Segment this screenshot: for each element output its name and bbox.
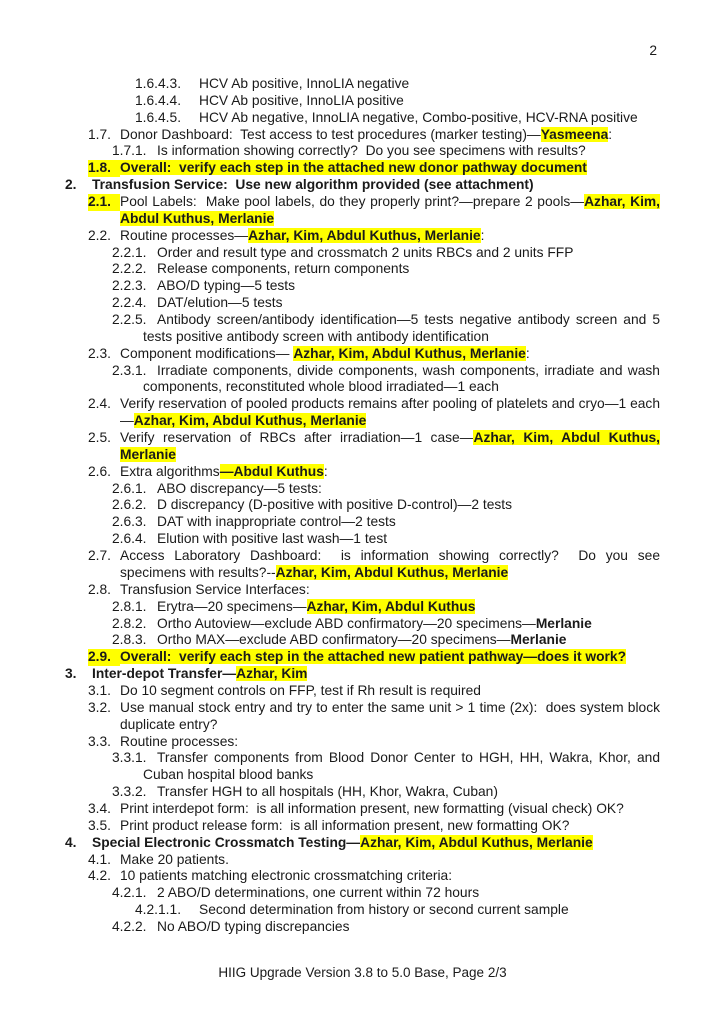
- text-segment: HCV Ab positive, InnoLIA positive: [199, 92, 404, 108]
- text-segment: Transfer components from Blood Donor Center to HGH, HH, Wakra, Khor, and Cuban hospital blood banks: [143, 750, 660, 783]
- text-segment: DAT with inappropriate control—2 tests: [157, 514, 396, 530]
- item-number: 2.8.: [88, 581, 112, 597]
- text-segment: Routine processes—: [120, 227, 249, 243]
- item-number: 4.1.: [88, 851, 112, 867]
- list-item: [65, 700, 660, 734]
- item-number: 2.6.3.: [112, 514, 147, 530]
- text-segment: Inter-depot Transfer—: [92, 666, 237, 682]
- highlighted-text-segment: Overall: verify each step in the attached new donor pathway document: [120, 160, 587, 176]
- item-number: 4.2.: [88, 868, 112, 884]
- list-item: [65, 666, 660, 683]
- item-number: 2.9.: [88, 649, 120, 666]
- list-item: [65, 278, 660, 295]
- text-segment: Print interdepot form: is all information present, new formatting (visual check) OK?: [120, 800, 624, 816]
- item-number: 2.6.4.: [112, 531, 147, 547]
- item-number: 1.8.: [88, 160, 120, 177]
- item-number: 3.4.: [88, 800, 112, 816]
- text-segment: Make 20 patients.: [120, 851, 229, 867]
- text-segment: Merlanie: [510, 632, 567, 648]
- list-item: [65, 295, 660, 312]
- item-number: 3.1.: [88, 682, 112, 698]
- text-segment: Irradiate components, divide components, wash components, irradiate and wash components, reconstituted whole blood irradiated—1 each: [143, 362, 660, 395]
- list-item: [65, 497, 660, 514]
- list-item: [65, 396, 660, 430]
- text-segment: Do 10 segment controls on FFP, test if Rh result is required: [120, 682, 481, 698]
- list-item: [65, 363, 660, 397]
- list-item: [65, 261, 660, 278]
- text-segment: Print product release form: is all information present, new formatting OK?: [120, 817, 570, 833]
- item-number: 2.6.: [88, 463, 112, 479]
- text-segment: :: [480, 227, 485, 243]
- highlighted-text-segment: Azhar, Kim, Abdul Kuthus, Merlanie: [120, 194, 661, 226]
- list-item: [65, 801, 660, 818]
- item-number: 2.7.: [88, 548, 112, 564]
- highlighted-text-segment: —Abdul Kuthus: [219, 463, 324, 479]
- text-segment: Use manual stock entry and try to enter the same unit > 1 time (2x): does system block duplicate entry?: [120, 699, 660, 732]
- item-number: 1.6.4.4.: [135, 92, 182, 108]
- highlighted-text-segment: Azhar, Kim, Abdul Kuthus, Merlanie: [360, 834, 593, 850]
- highlighted-text-segment: Azhar, Kim, Abdul Kuthus, Merlanie: [133, 413, 367, 429]
- text-segment: Ortho Autoview—exclude ABD confirmatory—20 specimens—: [157, 615, 536, 631]
- item-number: 2.6.1.: [112, 480, 147, 496]
- list-item: [65, 734, 660, 751]
- item-number: 2.2.2.: [112, 261, 147, 277]
- item-number: 4.2.2.: [112, 918, 147, 934]
- text-segment: Is information showing correctly? Do you see specimens with results?: [157, 143, 586, 159]
- list-item: [65, 143, 660, 160]
- text-segment: D discrepancy (D-positive with positive D-control)—2 tests: [157, 497, 513, 513]
- list-item: [65, 127, 660, 144]
- list-item: [65, 93, 660, 110]
- page-footer: HIIG Upgrade Version 3.8 to 5.0 Base, Page 2/3: [218, 965, 507, 980]
- highlighted-text-segment: Yasmeena: [540, 126, 609, 142]
- list-item: [65, 835, 660, 852]
- item-number: 3.2.: [88, 699, 112, 715]
- list-item: [65, 228, 660, 245]
- item-number: 2.2.5.: [112, 312, 147, 328]
- list-item: [65, 616, 660, 633]
- text-segment: :: [525, 345, 530, 361]
- list-item: [65, 683, 660, 700]
- highlighted-text-segment: Azhar, Kim, Abdul Kuthus, Merlanie: [293, 345, 526, 361]
- list-item: [65, 919, 660, 936]
- item-number: 2.2.1.: [112, 244, 147, 260]
- text-segment: No ABO/D typing discrepancies: [157, 918, 350, 934]
- text-segment: :: [323, 463, 328, 479]
- list-item: [65, 885, 660, 902]
- list-item: [65, 599, 660, 616]
- list-item: [65, 582, 660, 599]
- item-number: 4.2.1.: [112, 885, 147, 901]
- highlighted-text-segment: Azhar, Kim, Abdul Kuthus: [306, 598, 476, 614]
- page-number: 2: [649, 43, 657, 58]
- list-item: [65, 818, 660, 835]
- item-number: 2.: [65, 177, 77, 193]
- item-number: 1.7.1.: [112, 143, 147, 159]
- list-item: [65, 548, 660, 582]
- item-number: 2.2.4.: [112, 295, 147, 311]
- item-number: 2.4.: [88, 396, 112, 412]
- list-item: [65, 76, 660, 93]
- item-number: 2.2.3.: [112, 278, 147, 294]
- item-number: 4.: [65, 834, 77, 850]
- highlighted-text-segment: Azhar, Kim, Abdul Kuthus, Merlanie: [120, 430, 660, 462]
- text-segment: Erytra—20 specimens—: [157, 598, 307, 614]
- text-segment: Merlanie: [535, 615, 592, 631]
- item-number: 4.2.1.1.: [135, 902, 182, 918]
- list-item: [65, 194, 660, 228]
- list-item: [65, 750, 660, 784]
- text-segment: Verify reservation of pooled products remains after pooling of platelets and cryo—1 each—: [120, 396, 660, 429]
- text-segment: Access Laboratory Dashboard: is information showing correctly? Do you see specimens with results?--: [120, 548, 660, 580]
- highlighted-text-segment: Azhar, Kim, Abdul Kuthus, Merlanie: [275, 564, 509, 580]
- text-segment: Pool Labels: Make pool labels, do they properly print?—prepare 2 pools—: [120, 194, 585, 210]
- list-item: [65, 312, 660, 346]
- text-segment: Routine processes:: [120, 733, 239, 749]
- text-segment: Release components, return components: [157, 261, 410, 277]
- list-item: [65, 531, 660, 548]
- text-segment: Antibody screen/antibody identification—5 tests negative antibody screen and 5 tests positive antibody screen with antibody identification: [143, 312, 660, 344]
- list-item: [65, 784, 660, 801]
- item-number: 2.8.2.: [112, 615, 147, 631]
- item-number: 2.8.3.: [112, 632, 147, 648]
- item-number: 1.6.4.5.: [135, 109, 182, 125]
- text-segment: Special Electronic Crossmatch Testing—: [92, 834, 361, 850]
- text-segment: Order and result type and crossmatch 2 units RBCs and 2 units FFP: [157, 244, 574, 260]
- text-segment: 10 patients matching electronic crossmatching criteria:: [120, 868, 453, 884]
- list-item: [65, 464, 660, 481]
- item-number: 3.3.1.: [112, 750, 147, 766]
- list-item: [65, 346, 660, 363]
- list-item: [65, 649, 660, 666]
- list-item: [65, 632, 660, 649]
- item-number: 2.1.: [88, 194, 120, 211]
- item-number: 2.2.: [88, 227, 112, 243]
- list-item: [65, 514, 660, 531]
- text-segment: Transfusion Service: Use new algorithm provided (see attachment): [92, 177, 534, 193]
- text-segment: HCV Ab positive, InnoLIA negative: [199, 76, 410, 91]
- list-item: [65, 481, 660, 498]
- list-item: [65, 110, 660, 127]
- highlighted-text-segment: Azhar, Kim, Abdul Kuthus, Merlanie: [248, 227, 481, 243]
- text-segment: Component modifications—: [120, 345, 294, 361]
- text-segment: Donor Dashboard: Test access to test procedures (marker testing)—: [120, 126, 541, 142]
- numbered-list: [65, 76, 660, 936]
- item-number: 1.7.: [88, 126, 112, 142]
- item-number: 3.5.: [88, 817, 112, 833]
- text-segment: Ortho MAX—exclude ABD confirmatory—20 specimens—: [157, 632, 511, 648]
- list-item: [65, 868, 660, 885]
- text-segment: Transfer HGH to all hospitals (HH, Khor, Wakra, Cuban): [157, 784, 498, 800]
- highlighted-text-segment: Overall: verify each step in the attached new patient pathway—does it work?: [120, 649, 627, 665]
- text-segment: ABO/D typing—5 tests: [157, 278, 296, 294]
- text-segment: Second determination from history or second current sample: [199, 902, 569, 918]
- list-item: [65, 245, 660, 262]
- item-number: 2.6.2.: [112, 497, 147, 513]
- text-segment: ABO discrepancy—5 tests:: [157, 480, 322, 496]
- item-number: 3.: [65, 666, 77, 682]
- item-number: 3.3.: [88, 733, 112, 749]
- item-number: 2.3.1.: [112, 362, 147, 378]
- list-item: [65, 852, 660, 869]
- text-segment: HCV Ab negative, InnoLIA negative, Combo-positive, HCV-RNA positive: [199, 109, 638, 125]
- text-segment: Elution with positive last wash—1 test: [157, 531, 388, 547]
- item-number: 2.3.: [88, 345, 112, 361]
- highlighted-text-segment: Azhar, Kim: [236, 666, 308, 682]
- text-segment: 2 ABO/D determinations, one current within 72 hours: [157, 885, 480, 901]
- text-segment: Transfusion Service Interfaces:: [120, 581, 310, 597]
- list-item: [65, 902, 660, 919]
- item-number: 2.8.1.: [112, 598, 147, 614]
- item-number: 1.6.4.3.: [135, 76, 182, 91]
- list-item: [65, 160, 660, 177]
- list-item: [65, 430, 660, 464]
- item-number: 3.3.2.: [112, 784, 147, 800]
- item-number: 2.5.: [88, 430, 112, 446]
- list-item: [65, 177, 660, 194]
- text-segment: Extra algorithms: [120, 463, 220, 479]
- text-segment: DAT/elution—5 tests: [157, 295, 283, 311]
- text-segment: :: [608, 126, 613, 142]
- text-segment: Verify reservation of RBCs after irradiation—1 case—: [120, 430, 474, 446]
